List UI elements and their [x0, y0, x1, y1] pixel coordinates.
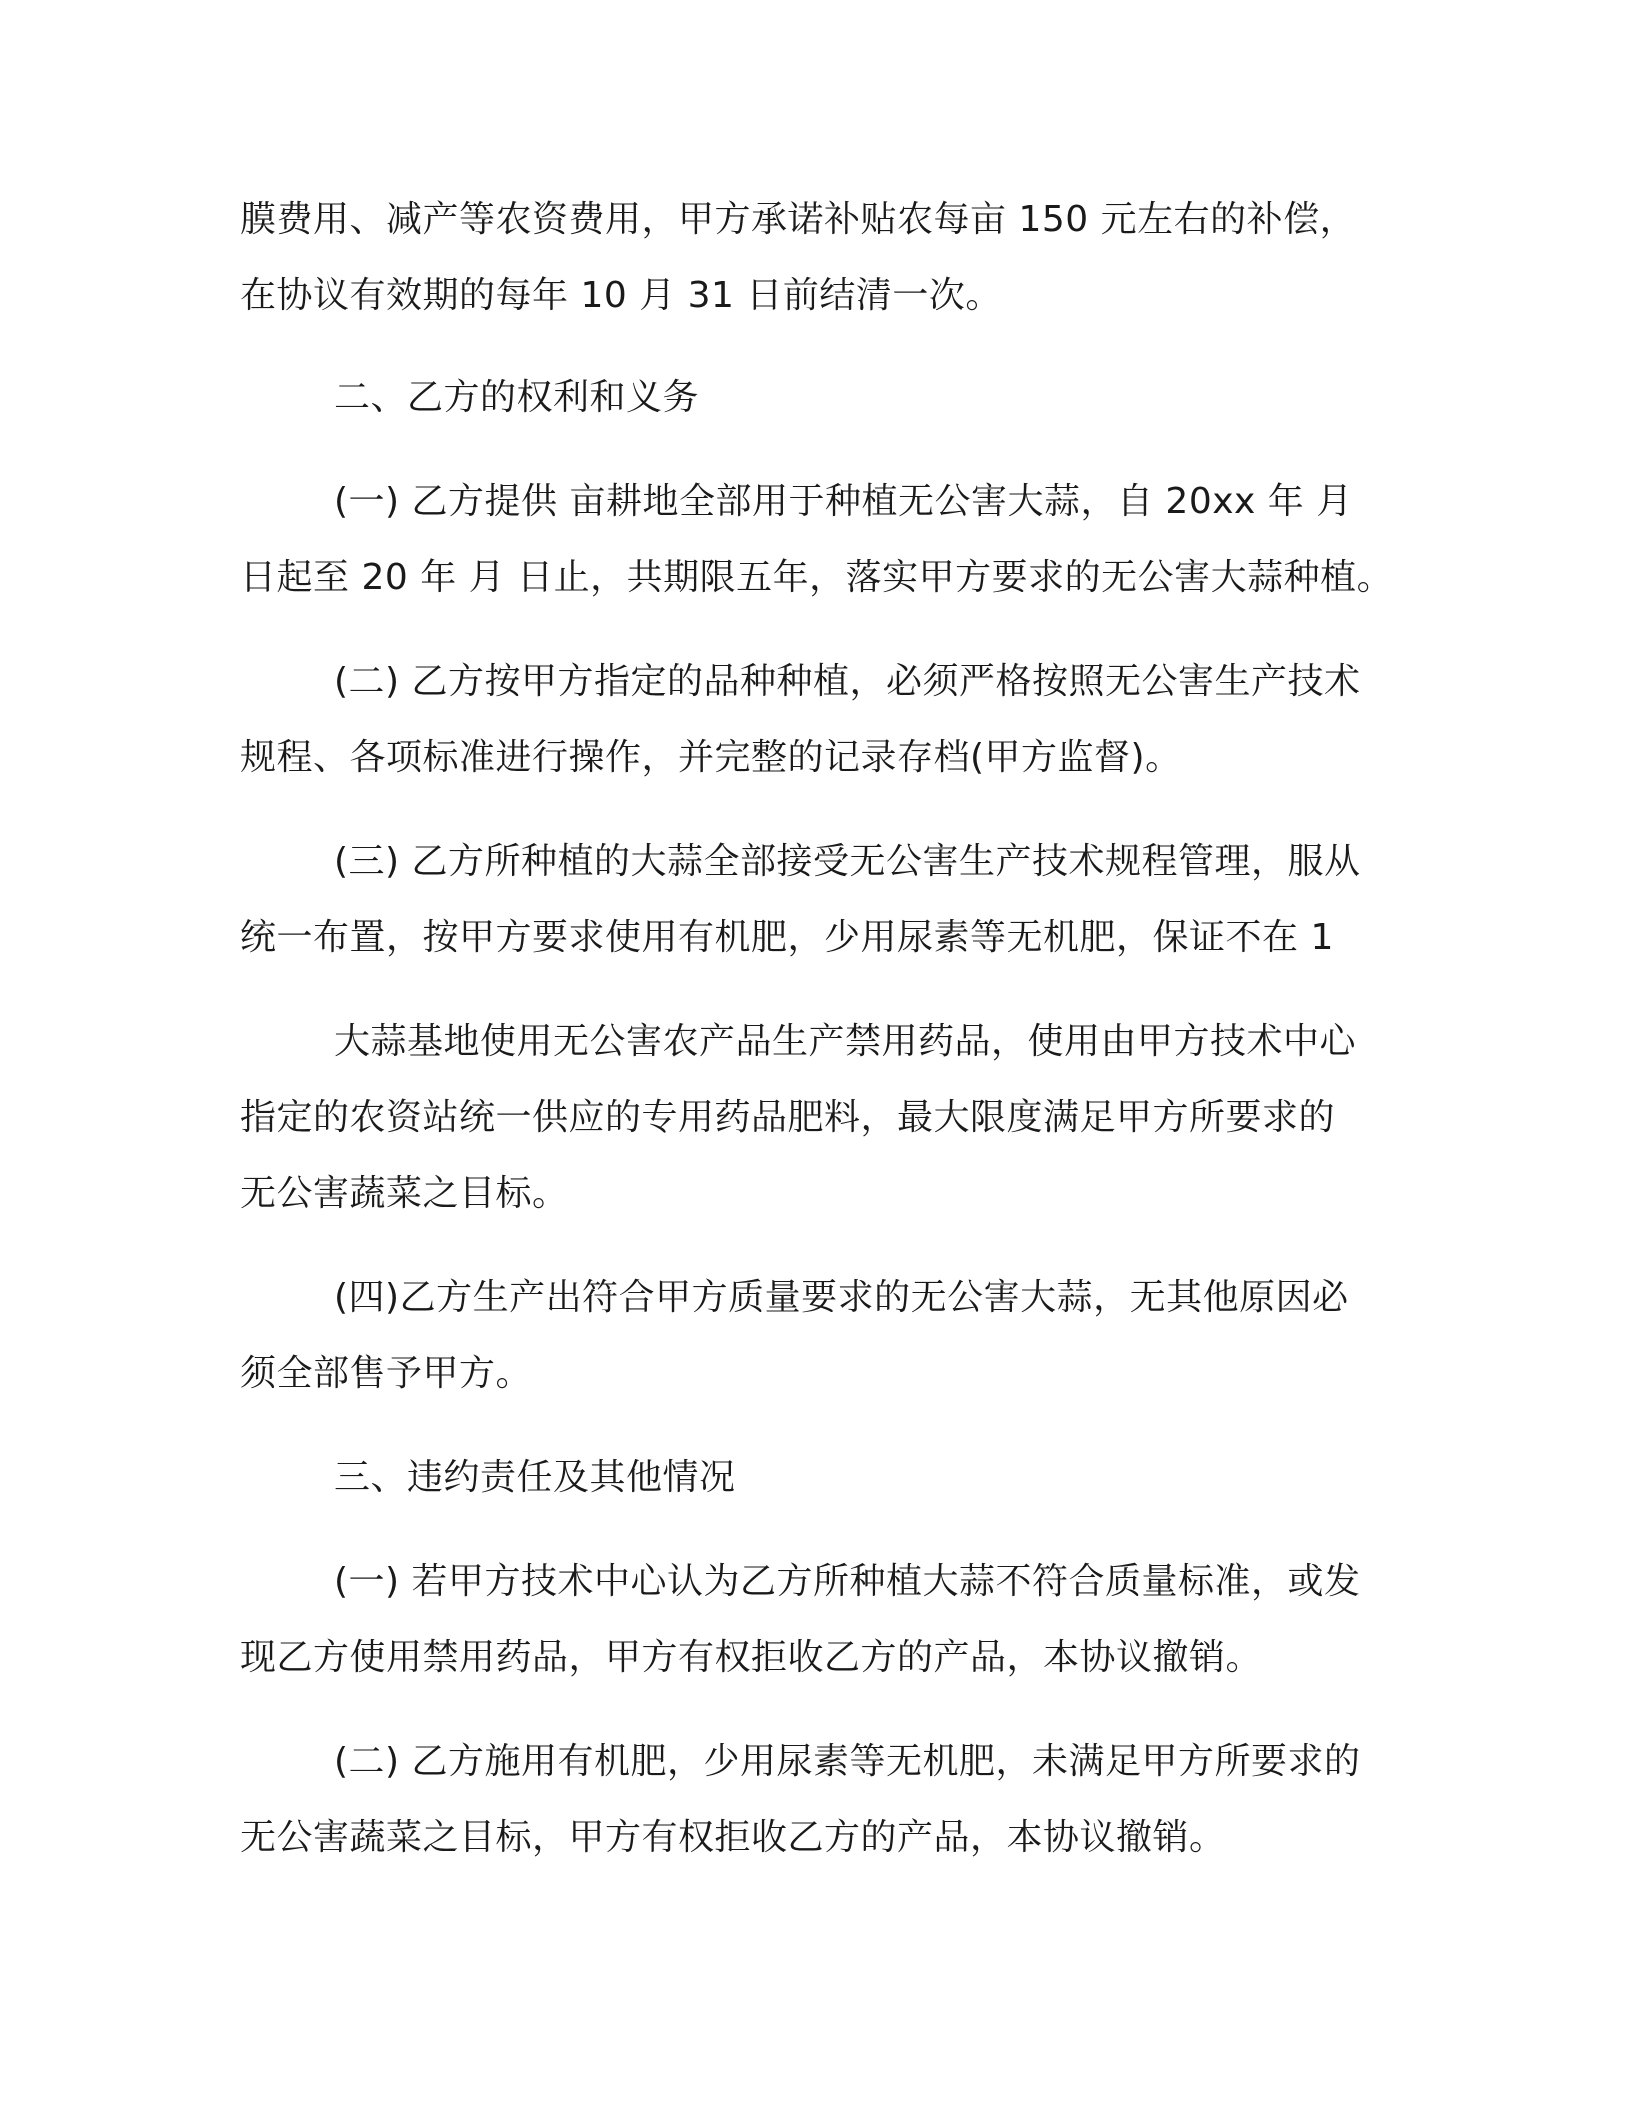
text-line: (二) 乙方按甲方指定的品种种植，必须严格按照无公害生产技术	[334, 661, 1361, 702]
text-line: 须全部售予甲方。	[240, 1353, 533, 1394]
text-line: 规程、各项标准进行操作，并完整的记录存档(甲方监督)。	[240, 737, 1182, 778]
text-line: 指定的农资站统一供应的专用药品肥料，最大限度满足甲方所要求的	[240, 1097, 1336, 1138]
text-line: 现乙方使用禁用药品，甲方有权拒收乙方的产品，本协议撤销。	[240, 1637, 1263, 1678]
text-line: 统一布置，按甲方要求使用有机肥，少用尿素等无机肥，保证不在 1	[240, 917, 1334, 958]
text-line: (四)乙方生产出符合甲方质量要求的无公害大蒜，无其他原因必	[334, 1277, 1349, 1318]
text-line: 日起至 20 年 月 日止，共期限五年，落实甲方要求的无公害大蒜种植。	[240, 557, 1394, 598]
text-line: (一) 若甲方技术中心认为乙方所种植大蒜不符合质量标准，或发	[334, 1561, 1361, 1602]
text-line: 无公害蔬菜之目标。	[240, 1173, 569, 1214]
text-line: 大蒜基地使用无公害农产品生产禁用药品，使用由甲方技术中心	[334, 1021, 1357, 1062]
section-heading: 三、违约责任及其他情况	[334, 1457, 736, 1498]
text-line: (三) 乙方所种植的大蒜全部接受无公害生产技术规程管理，服从	[334, 841, 1361, 882]
section-heading: 二、乙方的权利和义务	[334, 377, 700, 418]
text-line: 在协议有效期的每年 10 月 31 日前结清一次。	[240, 275, 1002, 316]
text-line: (一) 乙方提供 亩耕地全部用于种植无公害大蒜，自 20xx 年 月	[334, 481, 1353, 522]
text-line: (二) 乙方施用有机肥，少用尿素等无机肥，未满足甲方所要求的	[334, 1741, 1361, 1782]
text-line: 膜费用、减产等农资费用，甲方承诺补贴农每亩 150 元左右的补偿，	[240, 199, 1357, 240]
text-line: 无公害蔬菜之目标，甲方有权拒收乙方的产品，本协议撤销。	[240, 1817, 1226, 1858]
